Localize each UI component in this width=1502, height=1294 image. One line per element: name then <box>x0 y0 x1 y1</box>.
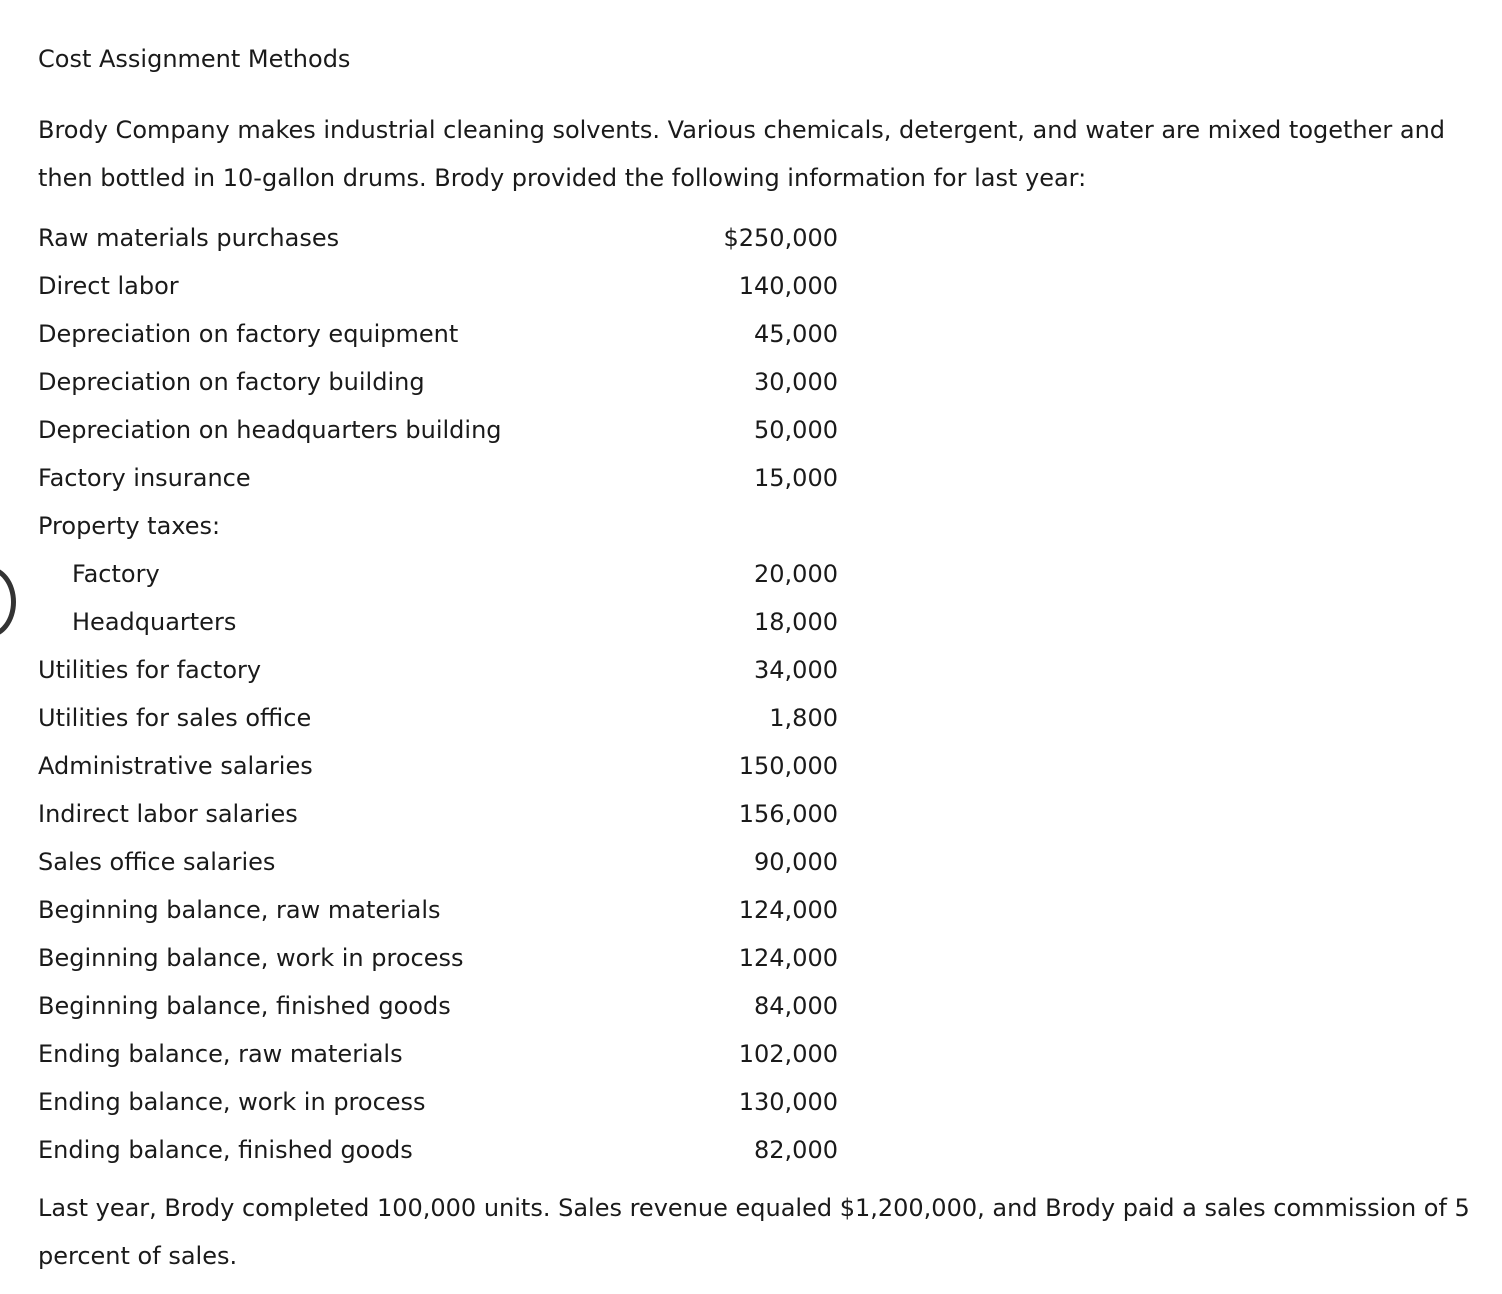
cost-table <box>38 214 838 1174</box>
table-row <box>38 838 838 886</box>
row-value: 90,000 <box>754 848 838 876</box>
table-row <box>38 262 838 310</box>
table-row <box>38 310 838 358</box>
row-label: Depreciation on factory equipment <box>38 320 459 348</box>
row-label: Factory <box>72 560 160 588</box>
row-label: Ending balance, work in process <box>38 1088 426 1116</box>
table-row <box>38 598 838 646</box>
row-value: 102,000 <box>738 1040 838 1068</box>
table-row <box>38 214 838 262</box>
row-value: 30,000 <box>754 368 838 396</box>
row-label: Utilities for factory <box>38 656 262 684</box>
table-row <box>38 790 838 838</box>
row-label: Headquarters <box>72 608 237 636</box>
row-value: 50,000 <box>754 416 838 444</box>
table-row <box>38 886 838 934</box>
row-label: Beginning balance, raw materials <box>38 896 441 924</box>
row-label: Utilities for sales office <box>38 704 312 732</box>
row-label: Indirect labor salaries <box>38 800 298 828</box>
row-value: $250,000 <box>723 224 838 252</box>
table-row <box>38 358 838 406</box>
row-value: 156,000 <box>738 800 838 828</box>
edge-ring-decoration <box>0 566 16 638</box>
row-label: Direct labor <box>38 272 179 300</box>
row-label: Administrative salaries <box>38 752 313 780</box>
row-label: Depreciation on factory building <box>38 368 425 396</box>
intro-paragraph: Brody Company makes industrial cleaning solvents. Various chemicals, detergent, and water are mixed together and then bottled in 10-gallon drums. Brody provided the following information for last year: <box>38 116 1446 192</box>
row-value: 45,000 <box>754 320 838 348</box>
row-value: 150,000 <box>738 752 838 780</box>
table-row-section-header <box>38 502 838 550</box>
row-value: 20,000 <box>754 560 838 588</box>
row-label: Beginning balance, work in process <box>38 944 464 972</box>
row-label: Factory insurance <box>38 464 251 492</box>
row-label: Property taxes: <box>38 512 221 540</box>
row-label: Sales office salaries <box>38 848 276 876</box>
table-row <box>38 1126 838 1174</box>
table-row <box>38 742 838 790</box>
row-value: 140,000 <box>738 272 838 300</box>
row-value: 84,000 <box>754 992 838 1020</box>
row-value: 130,000 <box>738 1088 838 1116</box>
row-value: 1,800 <box>769 704 838 732</box>
row-value: 124,000 <box>738 944 838 972</box>
table-row <box>38 934 838 982</box>
table-row <box>38 550 838 598</box>
table-row <box>38 646 838 694</box>
row-value: 15,000 <box>754 464 838 492</box>
row-value: 34,000 <box>754 656 838 684</box>
table-row <box>38 406 838 454</box>
row-label: Depreciation on headquarters building <box>38 416 502 444</box>
row-label: Beginning balance, finished goods <box>38 992 451 1020</box>
table-row <box>38 454 838 502</box>
row-label: Raw materials purchases <box>38 224 340 252</box>
table-row <box>38 1030 838 1078</box>
row-value: 124,000 <box>738 896 838 924</box>
table-row <box>38 694 838 742</box>
table-row <box>38 1078 838 1126</box>
row-value: 82,000 <box>754 1136 838 1164</box>
row-label: Ending balance, finished goods <box>38 1136 413 1164</box>
row-label: Ending balance, raw materials <box>38 1040 403 1068</box>
page-title: Cost Assignment Methods <box>38 45 351 73</box>
closing-paragraph: Last year, Brody completed 100,000 units. Sales revenue equaled $1,200,000, and Brody paid a sales commission of 5 percent of sales. <box>38 1194 1470 1270</box>
table-row <box>38 982 838 1030</box>
row-value: 18,000 <box>754 608 838 636</box>
